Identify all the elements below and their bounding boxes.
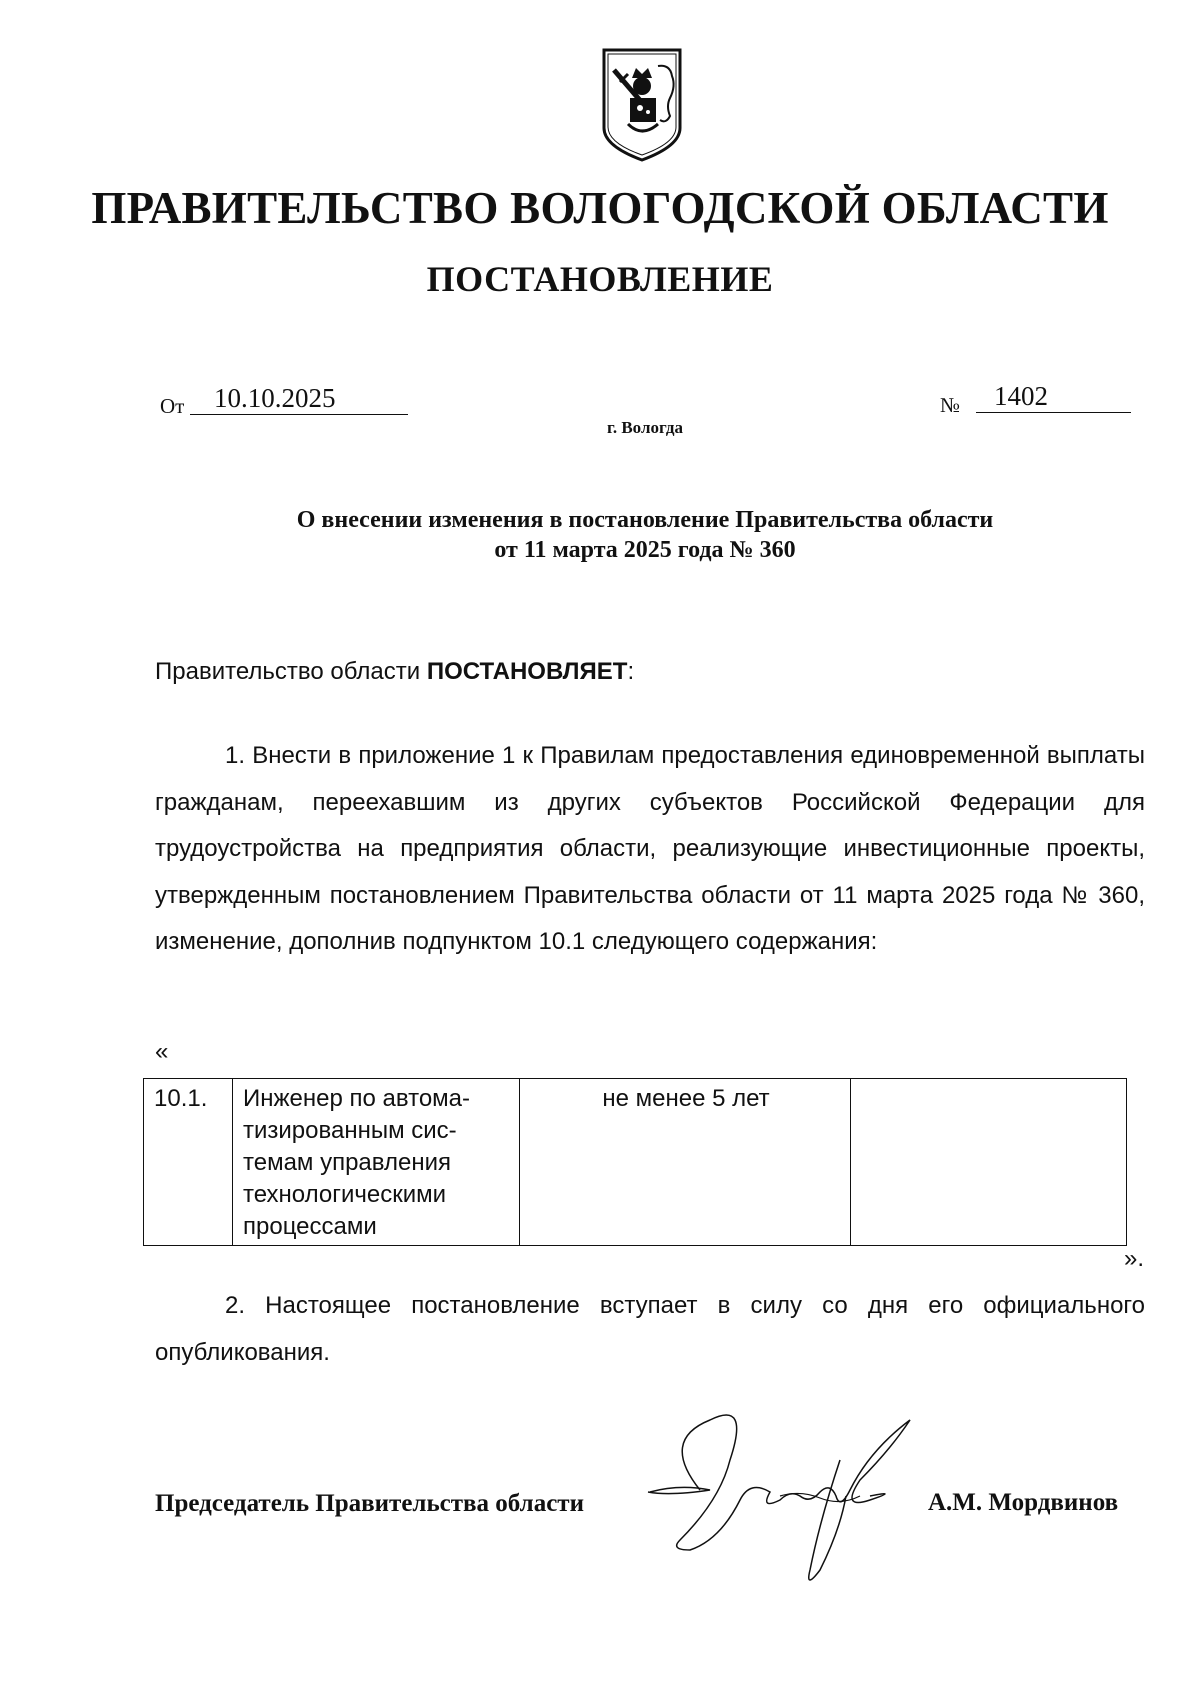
city: г. Вологда [607,418,683,437]
decree-intro-text: Правительство области [155,658,427,685]
decree-colon: : [627,658,635,685]
paragraph-2: 2. Настоящее постановление вступает в силу со дня его официального опубликования. [155,1292,1145,1366]
date-label: От [160,394,185,418]
document-type: ПОСТАНОВЛЕНИЕ [426,259,774,299]
signer-title: Председатель Правительства области [155,1490,584,1517]
document-title-line-1: О внесении изменения в постановление Правительства области [296,507,994,533]
document-date: 10.10.2025 [190,383,408,415]
table-cell-position: Инженер по автоматизированным системам управления технологическими процессами [233,1079,520,1246]
document-title-line-2: от 11 марта 2025 года № 360 [494,537,796,563]
coat-of-arms-icon [600,46,684,164]
table-row [144,1079,1127,1246]
document-title [0,505,1200,565]
document-number: 1402 [976,381,1131,413]
paragraph-1: 1. Внести в приложение 1 к Правилам предоставления единовременной выплаты гражданам, переехавшим из других субъектов Российской Федерации для трудоустройства на предприятия области, реализующие инвестиционные проекты, утвержденным постановлением Правительства области от 11 марта 2025 года № 360, изменение, дополнив подпунктом 10.1 следующего содержания: [155,742,1145,955]
table-cell-number: 10.1. [144,1079,233,1246]
decree-keyword: ПОСТАНОВЛЯЕТ [426,658,628,685]
number-label: № [940,393,961,417]
table-cell-empty [851,1079,1127,1246]
decree-intro [155,658,634,686]
quote-close: ». [1124,1245,1145,1272]
organization-title: ПРАВИТЕЛЬСТВО ВОЛОГОДСКОЙ ОБЛАСТИ [91,183,1109,233]
inserted-subitem-table [143,1078,1127,1246]
handwritten-signature [640,1400,940,1600]
signer-name: А.М. Мордвинов [928,1489,1119,1516]
quote-open: « [155,1038,169,1065]
table-cell-experience: не менее 5 лет [520,1079,851,1246]
